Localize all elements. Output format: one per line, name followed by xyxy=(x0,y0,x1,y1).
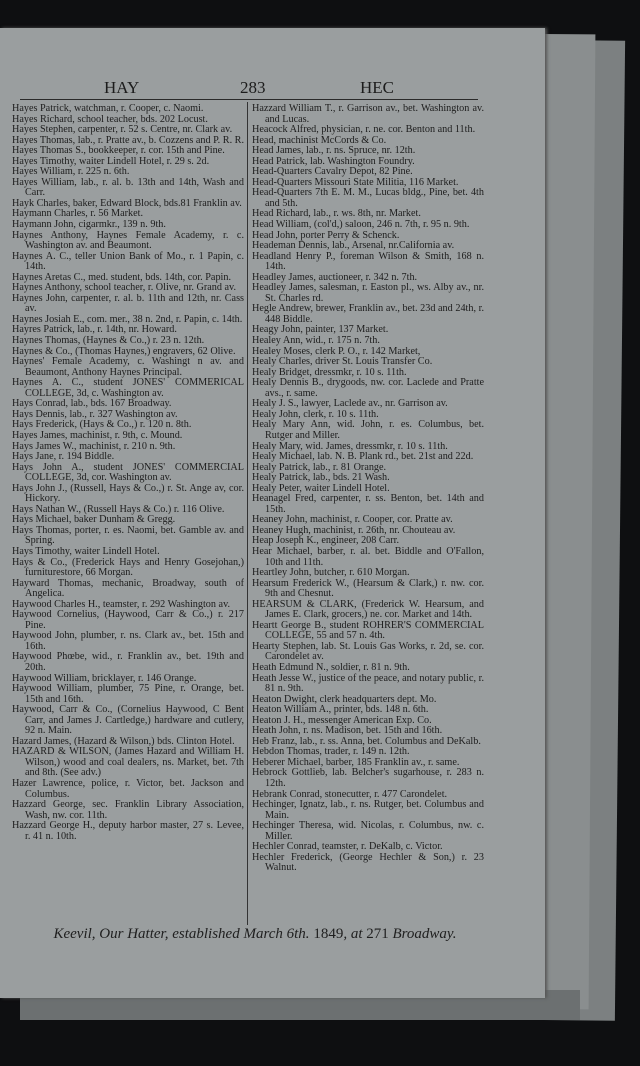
directory-entry: Heacock Alfred, physician, r. ne. cor. Benton and 11th. xyxy=(252,124,476,136)
directory-entry: Hays John A., student JONES' COMMERCIAL COLLEGE, 3d, cor. Washington av. xyxy=(12,461,244,484)
directory-entry: Healy Michael, lab. N. B. Plank rd., bet. 21st and 22d. xyxy=(252,451,474,463)
directory-entry: Haywood William, bricklayer, r. 146 Orange. xyxy=(12,672,197,684)
directory-entry: Heartt George B., student ROHRER'S COMMERCIAL COLLEGE, 55 and 57 n. 4th. xyxy=(252,619,484,642)
directory-entry: Haynes Anthony, Haynes Female Academy, r. c. Washington av. and Beaumont. xyxy=(12,229,244,252)
directory-entry: Healey Ann, wid., r. 175 n. 7th. xyxy=(252,335,380,347)
page-number: 283 xyxy=(240,78,266,97)
directory-entry: Haywood John, plumber, r. ns. Clark av., bet. 15th and 16th. xyxy=(12,630,244,652)
directory-entry: Hear Michael, barber, r. al. bet. Biddle and O'Fallon, 10th and 11th. xyxy=(252,545,484,568)
directory-entry: Hays Michael, baker Dunham & Gregg. xyxy=(12,514,176,526)
footer-street-number: 271 xyxy=(366,926,389,942)
directory-entry: Hays Dennis, lab., r. 327 Washington av. xyxy=(12,408,178,420)
directory-entry: Hays Frederick, (Hays & Co.,) r. 120 n. 8th. xyxy=(12,419,192,431)
directory-entry: Hearsum Frederick W., (Hearsum & Clark,) r. nw. cor. 9th and Chesnut. xyxy=(252,577,484,600)
directory-entry: Heath Jesse W., justice of the peace, and notary public, r. 81 n. 9th. xyxy=(252,672,484,695)
right-column xyxy=(252,104,484,874)
directory-entry: Head Patrick, lab. Washington Foundry. xyxy=(252,155,415,167)
directory-entry: Headland Henry P., foreman Wilson & Smith, 168 n. 14th. xyxy=(252,250,484,273)
directory-entry: Healy John, clerk, r. 10 s. 11th. xyxy=(252,408,379,420)
directory-entry: Haynes John, carpenter, r. al. b. 11th and 12th, nr. Cass av. xyxy=(12,292,244,315)
directory-entry: Haywood Phœbe, wid., r. Franklin av., bet. 19th and 20th. xyxy=(12,651,244,673)
directory-entry: Hayk Charles, baker, Edward Block, bds.81 Franklin av. xyxy=(12,197,242,209)
directory-entry: Haynes Josiah E., com. mer., 38 n. 2nd, r. Papin, c. 14th. xyxy=(12,313,243,325)
directory-entry: Heartley John, butcher, r. 610 Morgan. xyxy=(252,567,410,579)
directory-entry: Hayes William, lab., r. al. b. 13th and 14th, Wash and Carr. xyxy=(12,176,244,199)
running-header xyxy=(0,78,480,98)
directory-entry: Hays James W., machinist, r. 210 n. 9th. xyxy=(12,440,176,452)
directory-entry: Headley James, salesman, r. Easton pl., ws. Alby av., nr. St. Charles rd. xyxy=(252,282,484,304)
directory-entry: Hays Thomas, porter, r. es. Naomi, bet. Gamble av. and Spring. xyxy=(12,524,244,547)
directory-entry: Heap Joseph K., engineer, 208 Carr. xyxy=(252,535,399,547)
left-column xyxy=(12,104,244,842)
directory-entry: Heath Edmund N., soldier, r. 81 n. 9th. xyxy=(252,661,410,673)
directory-entry: Hebrock Gottlieb, lab. Belcher's sugarhouse, r. 283 n. 12th. xyxy=(252,767,484,789)
directory-entry: HEARSUM & CLARK, (Frederick W. Hearsum, and James E. Clark, grocers,) ne. cor. Market and 14th. xyxy=(252,598,484,621)
directory-entry: Heanagel Fred, carpenter, r. ss. Benton, bet. 14th and 15th. xyxy=(252,493,484,515)
directory-entry: Hazzard William T., r. Garrison av., bet. Washington av. and Lucas. xyxy=(252,103,484,125)
directory-entry: Hechinger, Ignatz, lab., r. ns. Rutger, bet. Columbus and Main. xyxy=(252,799,484,821)
directory-entry: Hays Conrad, lab., bds. 167 Broadway. xyxy=(12,398,172,410)
directory-entry: Healy Patrick, lab., bds. 21 Wash. xyxy=(252,472,390,484)
directory-entry: Haynes' Female Academy, c. Washingt n av. and Beaumont, Anthony Haynes Principal. xyxy=(12,356,244,378)
directory-entry: Heademan Dennis, lab., Arsenal, nr.California av. xyxy=(252,240,455,252)
directory-entry: Healy Dennis B., drygoods, nw. cor. Laclede and Pratte avs., r. same. xyxy=(252,377,484,399)
directory-entry: Head-Quarters Missouri State Militia, 116 Market. xyxy=(252,176,459,188)
directory-entry: Hays & Co., (Frederick Hays and Henry Gosejohan,) furniturestore, 66 Morgan. xyxy=(12,556,244,579)
directory-entry: Hazzard George, sec. Franklin Library Association, Wash, nw. cor. 11th. xyxy=(12,799,244,821)
directory-entry: Hayes Stephen, carpenter, r. 52 s. Centre, nr. Clark av. xyxy=(12,124,233,136)
directory-entry: Hechler Conrad, teamster, r. DeKalb, c. Victor. xyxy=(252,841,443,853)
directory-entry: Haynes A. C., teller Union Bank of Mo., r. 1 Papin, c. 14th. xyxy=(12,250,244,273)
directory-entry: Hebrank Conrad, stonecutter, r. 477 Carondelet. xyxy=(252,788,448,800)
directory-entry: Headley James, auctioneer, r. 342 n. 7th. xyxy=(252,271,418,283)
directory-entry: Head, machinist McCords & Co. xyxy=(252,134,387,146)
directory-entry: Heagy John, painter, 137 Market. xyxy=(252,324,389,336)
directory-entry: Hazzard George H., deputy harbor master, 27 s. Levee, r. 41 n. 10th. xyxy=(12,820,244,842)
directory-entry: Haywood Cornelius, (Haywood, Carr & Co.,) r. 217 Pine. xyxy=(12,609,244,631)
directory-entry: Haywood William, plumber, 75 Pine, r. Orange, bet. 15th and 16th. xyxy=(12,683,244,705)
directory-entry: Heb Franz, lab., r. ss. Anna, bet. Columbus and DeKalb. xyxy=(252,735,481,747)
advertisement-footer xyxy=(20,926,490,943)
header-rule xyxy=(20,99,478,100)
directory-entry: Head Richard, lab., r. ws. 8th, nr. Market. xyxy=(252,208,421,220)
directory-entry: Healy Patrick, lab., r. 81 Orange. xyxy=(252,461,387,473)
directory-entry: Heaton William A., printer, bds. 148 n. 6th. xyxy=(252,704,429,716)
directory-entry: Haymann John, cigarmkr., 139 n. 9th. xyxy=(12,219,166,231)
directory-entry: Hayres Patrick, lab., r. 14th, nr. Howard. xyxy=(12,324,177,336)
directory-entry: Head-Quarters 7th E. M. M., Lucas bldg., Pine, bet. 4th and 5th. xyxy=(252,187,484,209)
directory-entry: Hays Nathan W., (Russell Hays & Co.) r. 116 Olive. xyxy=(12,503,225,515)
directory-entry: Heaney John, machinist, r. Cooper, cor. Pratte av. xyxy=(252,514,453,526)
directory-entry: Hayes William, r. 225 n. 6th. xyxy=(12,166,130,178)
directory-entry: Haynes Thomas, (Haynes & Co.,) r. 23 n. 12th. xyxy=(12,335,205,347)
footer-text: , at xyxy=(343,926,363,942)
directory-entry: Hayes James, machinist, r. 9th, c. Mound. xyxy=(12,429,183,441)
directory-entry: Hayes Timothy, waiter Lindell Hotel, r. 29 s. 2d. xyxy=(12,155,210,167)
directory-entry: Healy J. S., lawyer, Laclede av., nr. Garrison av. xyxy=(252,398,448,410)
footer-year: 1849 xyxy=(313,926,344,942)
directory-entry: Healy Peter, waiter Lindell Hotel. xyxy=(252,482,390,494)
directory-entry: Haywood Charles H., teamster, r. 292 Washington av. xyxy=(12,598,231,610)
directory-entry: Hebdon Thomas, trader, r. 149 n. 12th. xyxy=(252,746,410,758)
directory-entry: Haywood, Carr & Co., (Cornelius Haywood, C Bent Carr, and James J. Cartledge,) hardware and cutlery, 92 n. Main. xyxy=(12,704,244,737)
directory-entry: Head James, lab., r. ns. Spruce, nr. 12th. xyxy=(252,145,416,157)
directory-entry: Hechler Frederick, (George Hechler & Son,) r. 23 Walnut. xyxy=(252,851,484,874)
directory-entry: Healy Mary, wid. James, dressmkr, r. 10 s. 11th. xyxy=(252,440,448,452)
directory-entry: Haymann Charles, r. 56 Market. xyxy=(12,208,143,220)
directory-entry: Hegle Andrew, brewer, Franklin av., bet. 23d and 24th, r. 448 Biddle. xyxy=(252,303,484,325)
directory-entry: Hearty Stephen, lab. St. Louis Gas Works, r. 2d, se. cor. Carondelet av. xyxy=(252,640,484,663)
directory-entry: Hayes Patrick, watchman, r. Cooper, c. Naomi. xyxy=(12,103,204,114)
directory-entry: Hays Jane, r. 194 Biddle. xyxy=(12,451,115,463)
directory-entry: Hayes Thomas S., bookkeeper, r. cor. 15th and Pine. xyxy=(12,145,225,157)
directory-entry: Healy Mary Ann, wid. John, r. es. Columbus, bet. Rutger and Miller. xyxy=(252,419,484,441)
right-guide-word: HEC xyxy=(360,78,394,97)
directory-entry: Hayes Richard, school teacher, bds. 202 Locust. xyxy=(12,113,208,125)
directory-entry: Heath John, r. ns. Madison, bet. 15th and 16th. xyxy=(252,725,443,737)
directory-entry: Hays Timothy, waiter Lindell Hotel. xyxy=(12,545,160,557)
directory-entry: Heaton J. H., messenger American Exp. Co. xyxy=(252,714,432,726)
directory-entry: HAZARD & WILSON, (James Hazard and William H. Wilson,) wood and coal dealers, ns. Market, bet. 7th and 8th. (See adv.) xyxy=(12,746,244,779)
directory-entry: Hazer Lawrence, police, r. Victor, bet. Jackson and Columbus. xyxy=(12,778,244,800)
directory-entry: Healy Bridget, dressmkr, r. 10 s. 11th. xyxy=(252,366,407,378)
directory-entry: Heaney Hugh, machinist, r. 26th, nr. Chouteau av. xyxy=(252,524,456,536)
column-divider xyxy=(247,102,248,925)
directory-entry: Healey Moses, clerk P. O., r. 142 Market, xyxy=(252,345,421,357)
directory-entry: Head-Quarters Cavalry Depot, 82 Pine. xyxy=(252,166,413,178)
directory-entry: Haynes A. C., student JONES' COMMERICAL COLLEGE, 3d, c. Washington av. xyxy=(12,377,244,399)
directory-entry: Head John, porter Perry & Schenck. xyxy=(252,229,400,241)
directory-entry: Hayward Thomas, mechanic, Broadway, south of Angelica. xyxy=(12,577,244,600)
directory-entry: Hechinger Theresa, wid. Nicolas, r. Columbus, nw. c. Miller. xyxy=(252,820,484,842)
directory-entry: Hayes Thomas, lab., r. Pratte av., b. Cozzens and P. R. R. xyxy=(12,134,245,146)
directory-entry: Healy Charles, driver St. Louis Transfer Co. xyxy=(252,356,433,368)
left-guide-word: HAY xyxy=(104,78,140,97)
directory-entry: Haynes & Co., (Thomas Haynes,) engravers, 62 Olive. xyxy=(12,345,236,357)
footer-text: Broadway. xyxy=(392,926,457,942)
directory-entry: Hazard James, (Hazard & Wilson,) bds. Clinton Hotel. xyxy=(12,735,235,747)
directory-entry: Hays John J., (Russell, Hays & Co.,) r. St. Ange av, cor. Hickory. xyxy=(12,482,244,505)
directory-entry: Heberer Michael, barber, 185 Franklin av., r. same. xyxy=(252,756,460,768)
footer-text: Keevil, Our Hatter, established March 6th. xyxy=(53,926,310,942)
directory-entry: Heaton Dwight, clerk headquarters dept. Mo. xyxy=(252,693,437,705)
directory-entry: Head William, (col'd,) saloon, 246 n. 7th, r. 95 n. 9th. xyxy=(252,219,470,231)
directory-entry: Haynes Aretas C., med. student, bds. 14th, cor. Papin. xyxy=(12,271,232,283)
directory-entry: Haynes Anthony, school teacher, r. Olive, nr. Grand av. xyxy=(12,282,237,294)
